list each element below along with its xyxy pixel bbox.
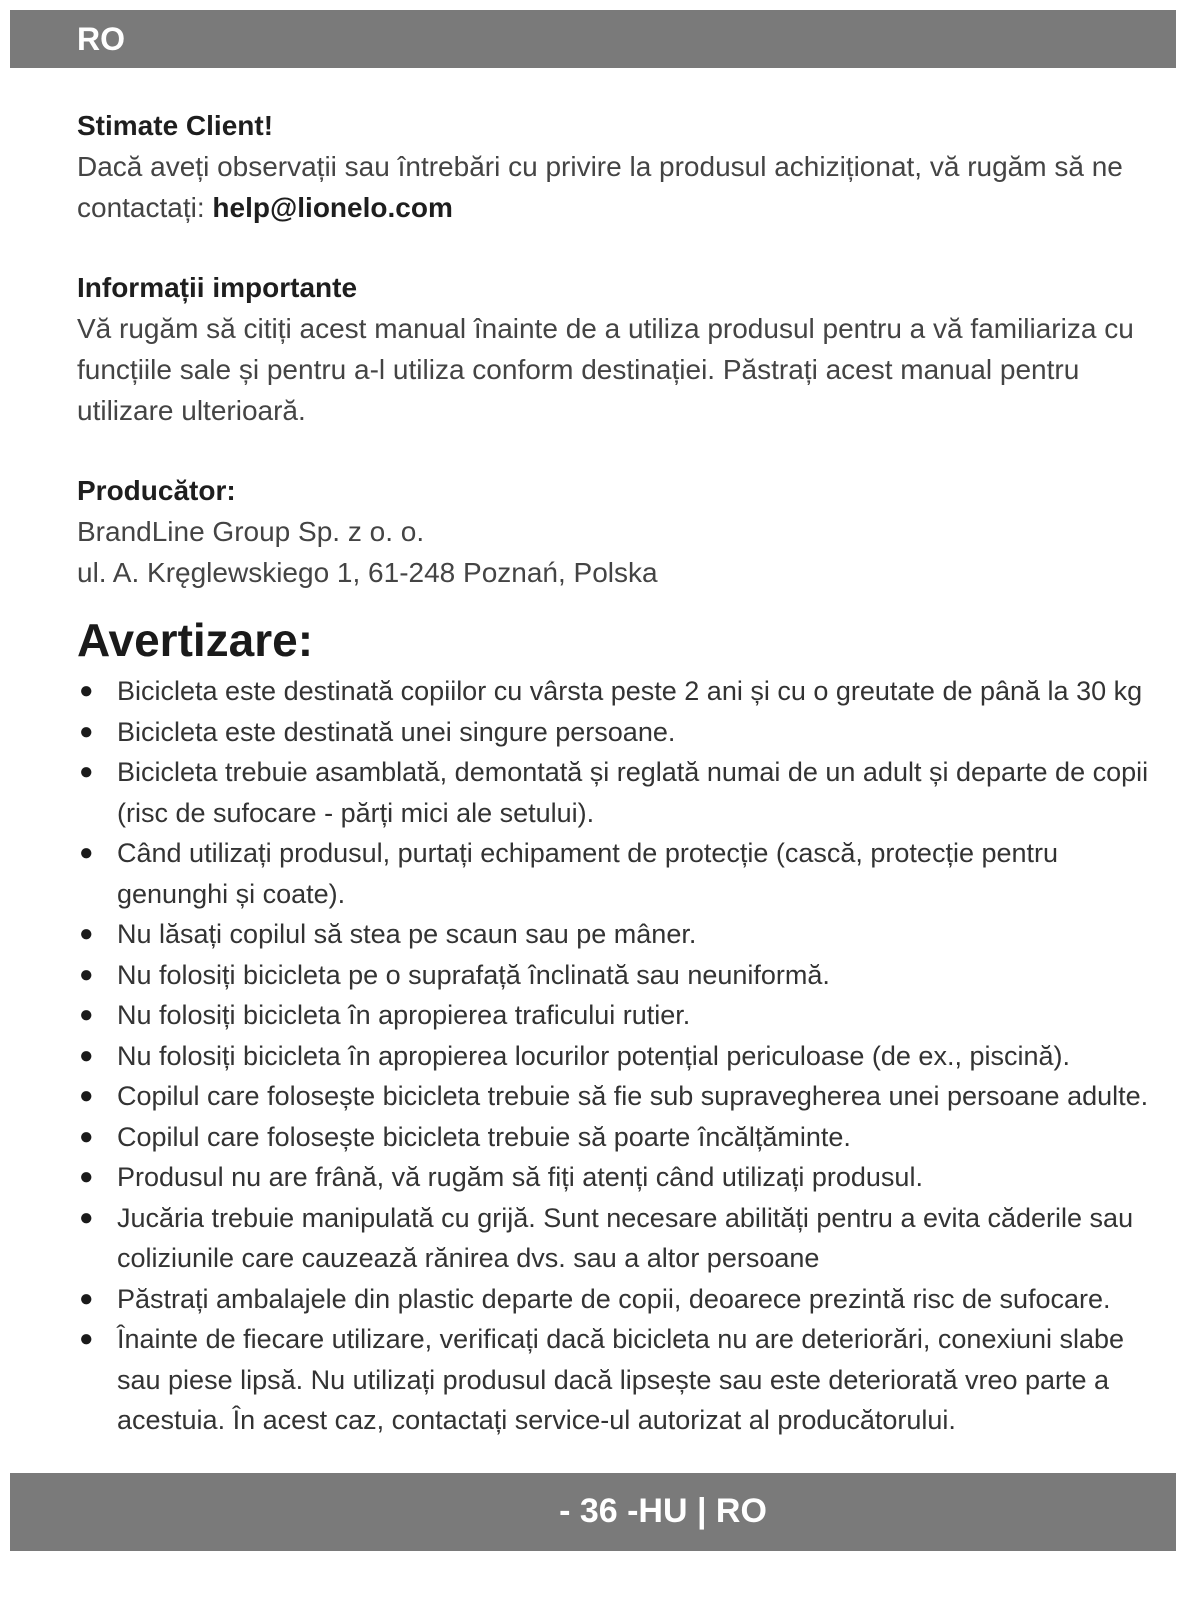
producer-address: ul. A. Kręglewskiego 1, 61-248 Poznań, Polska	[77, 557, 658, 588]
page-content	[77, 106, 1167, 1441]
header-bar	[10, 10, 1176, 68]
warning-item-text: Bicicleta este destinată unei singure persoane.	[117, 716, 676, 747]
warning-item	[77, 833, 1167, 914]
important-info-heading: Informații importante	[77, 272, 358, 303]
warning-item	[77, 914, 1167, 955]
warning-item-text: Înainte de fiecare utilizare, verificați dacă bicicleta nu are deteriorări, conexiuni slabe sau piese lipsă. Nu utilizați produsul dacă lipsește sau este deteriorată vreo parte a acestuia. În acest caz, contactați service-ul autorizat al producătorului.	[117, 1324, 1125, 1435]
warning-heading: Avertizare:	[77, 614, 314, 666]
bullet-icon: ●	[79, 920, 94, 947]
producer-company: BrandLine Group Sp. z o. o.	[77, 516, 425, 547]
contact-paragraph	[77, 146, 1167, 228]
footer-bar	[10, 1473, 1176, 1551]
bullet-icon: ●	[79, 758, 94, 785]
warning-item	[77, 1279, 1167, 1320]
producer-heading: Producător:	[77, 475, 236, 506]
important-info-text: Vă rugăm să citiți acest manual înainte de a utiliza produsul pentru a vă familiariza cu funcțiile sale și pentru a-l utiliza conform destinației. Păstrați acest manual pentru utilizare ulterioară.	[77, 313, 1134, 426]
bullet-icon: ●	[79, 1284, 94, 1312]
warning-item-text: Bicicleta trebuie asamblată, demontată și reglată numai de un adult și departe de copii (risc de sufocare - părți mici ale setului).	[117, 757, 1149, 828]
warning-item	[77, 712, 1167, 753]
bullet-icon: ●	[79, 1163, 94, 1190]
contact-email: help@lionelo.com	[212, 192, 453, 223]
warning-item	[77, 1036, 1167, 1077]
bullet-icon: ●	[79, 1082, 94, 1109]
warning-item	[77, 995, 1167, 1036]
warning-item-text: Nu folosiți bicicleta pe o suprafață înclinată sau neuniformă.	[117, 959, 830, 990]
warning-item	[77, 1157, 1167, 1198]
bullet-icon: ●	[79, 1122, 94, 1150]
warning-item-text: Nu lăsați copilul să stea pe scaun sau pe mâner.	[117, 919, 697, 949]
bullet-icon: ●	[79, 677, 94, 704]
warning-list	[77, 671, 1167, 1441]
warning-item-text: Jucăria trebuie manipulată cu grijă. Sunt necesare abilități pentru a evita căderile sau coliziunile care cauzează rănirea dvs. sau a altor persoane	[117, 1202, 1134, 1273]
greeting-heading: Stimate Client!	[77, 110, 274, 141]
warning-item-text: Păstrați ambalajele din plastic departe de copii, deoarece prezintă risc de sufocare.	[117, 1283, 1111, 1314]
warning-item	[77, 752, 1167, 833]
warning-item	[77, 671, 1167, 712]
warning-item-text: Copilul care folosește bicicleta trebuie să poarte încălțăminte.	[117, 1121, 851, 1152]
page-number: - 36 -HU | RO	[559, 1492, 767, 1530]
warning-item-text: Nu folosiți bicicleta în apropierea locurilor potențial periculoase (de ex., piscină).	[117, 1040, 1070, 1071]
contact-text: Dacă aveți observații sau întrebări cu privire la produsul achiziționat, vă rugăm să ne contactați:	[77, 151, 1123, 223]
bullet-icon: ●	[79, 960, 94, 988]
warning-item-text: Când utilizați produsul, purtați echipament de protecție (cască, protecție pentru genunghi și coate).	[117, 838, 1059, 909]
language-label: RO	[77, 21, 125, 57]
bullet-icon: ●	[79, 717, 94, 745]
warning-item	[77, 1198, 1167, 1279]
warning-item-text: Produsul nu are frână, vă rugăm să fiți atenți când utilizați produsul.	[117, 1162, 923, 1192]
warning-item	[77, 1117, 1167, 1158]
warning-item	[77, 1319, 1167, 1441]
warning-item	[77, 955, 1167, 996]
bullet-icon: ●	[79, 839, 94, 866]
warning-item-text: Copilul care folosește bicicleta trebuie să fie sub supravegherea unei persoane adulte.	[117, 1081, 1149, 1111]
warning-item-text: Bicicleta este destinată copiilor cu vârsta peste 2 ani și cu o greutate de până la 30 kg	[117, 676, 1143, 706]
bullet-icon: ●	[79, 1001, 94, 1028]
bullet-icon: ●	[79, 1325, 94, 1352]
bullet-icon: ●	[79, 1203, 94, 1231]
warning-item	[77, 1076, 1167, 1117]
bullet-icon: ●	[79, 1041, 94, 1069]
warning-item-text: Nu folosiți bicicleta în apropierea traficului rutier.	[117, 1000, 691, 1030]
